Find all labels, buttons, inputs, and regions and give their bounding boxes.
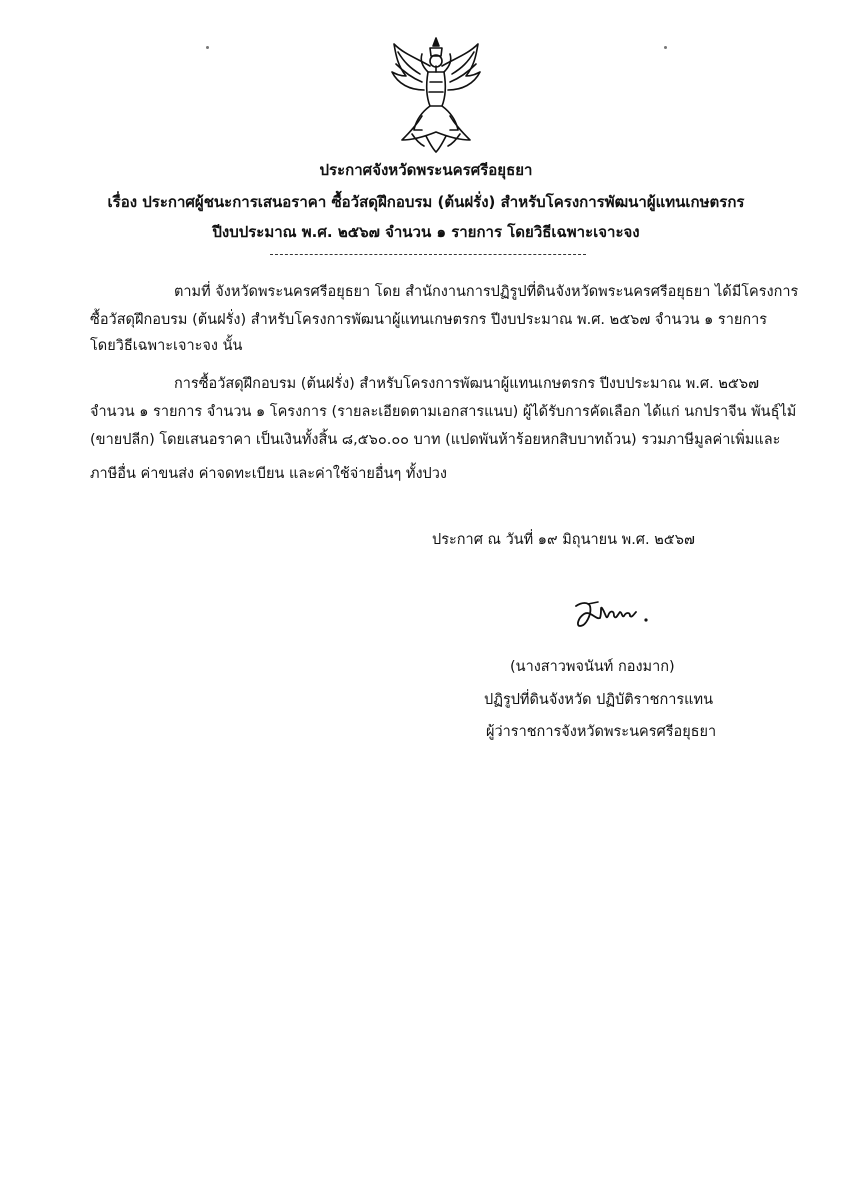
announcement-title: ประกาศจังหวัดพระนครศรีอยุธยา [319,161,533,179]
announcement-date: ประกาศ ณ วันที่ ๑๙ มิถุนายน พ.ศ. ๒๕๖๗ [432,532,695,548]
paragraph-2-line-3: (ขายปลีก) โดยเสนอราคา เป็นเงินทั้งสิ้น ๘,๕๖๐.๐๐ บาท (แปดพันห้าร้อยหกสิบบาทถ้วน) รวมภาษีมูลค่าเพิ่มและ [90,432,781,448]
garuda-emblem-icon [386,36,486,154]
signatory-position: ปฏิรูปที่ดินจังหวัด ปฏิบัติราชการแทน [484,692,713,708]
paragraph-1-line-1: ตามที่ จังหวัดพระนครศรีอยุธยา โดย สำนักงานการปฏิรูปที่ดินจังหวัดพระนครศรีอยุธยา ได้มีโครงการ [174,284,799,300]
announcement-subject-continued: ปีงบประมาณ พ.ศ. ๒๕๖๗ จำนวน ๑ รายการ โดยวิธีเฉพาะเจาะจง [212,223,640,241]
scan-speck [664,46,667,49]
paragraph-2-line-1: การซื้อวัสดุฝึกอบรม (ต้นฝรั่ง) สำหรับโครงการพัฒนาผู้แทนเกษตรกร ปีงบประมาณ พ.ศ. ๒๕๖๗ [174,376,759,392]
paragraph-2-line-2: จำนวน ๑ รายการ จำนวน ๑ โครงการ (รายละเอียดตามเอกสารแนบ) ผู้ได้รับการคัดเลือก ได้แก่ นกปราจีน พันธุ์ไม้ [90,404,797,420]
paragraph-1-line-3: โดยวิธีเฉพาะเจาะจง นั้น [90,338,243,354]
header-separator [270,254,586,255]
paragraph-1-line-2: ซื้อวัสดุฝึกอบรม (ต้นฝรั่ง) สำหรับโครงการพัฒนาผู้แทนเกษตรกร ปีงบประมาณ พ.ศ. ๒๕๖๗ จำนวน ๑ รายการ [90,312,768,328]
announcement-subject: เรื่อง ประกาศผู้ชนะการเสนอราคา ซื้อวัสดุฝึกอบรม (ต้นฝรั่ง) สำหรับโครงการพัฒนาผู้แทนเกษตรกร [107,193,745,211]
signatory-position-governor: ผู้ว่าราชการจังหวัดพระนครศรีอยุธยา [486,724,717,740]
scan-speck [206,46,209,49]
paragraph-2-line-4: ภาษีอื่น ค่าขนส่ง ค่าจดทะเบียน และค่าใช้จ่ายอื่นๆ ทั้งปวง [90,466,447,482]
signatory-name: (นางสาวพจนันท์ กองมาก) [510,659,675,675]
handwritten-signature [572,596,652,632]
